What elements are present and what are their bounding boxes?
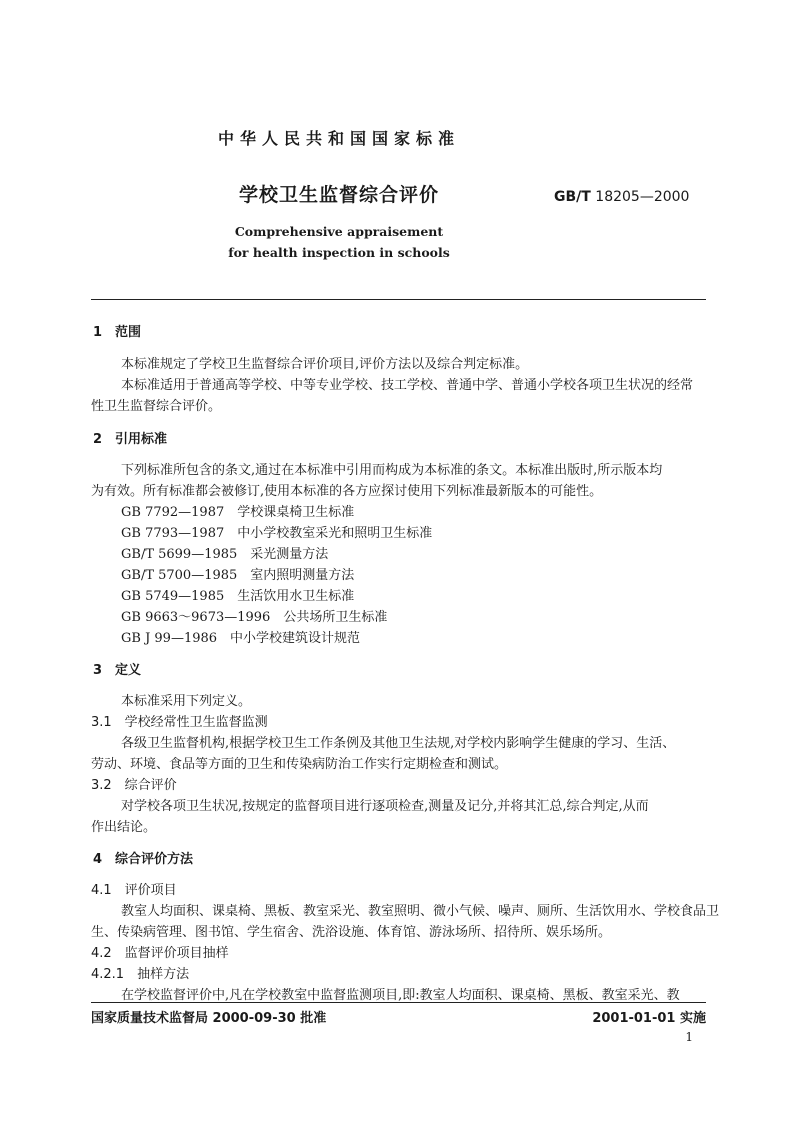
s3-intro: 本标准采用下列定义。 [121, 694, 252, 709]
header-divider [91, 299, 706, 300]
s2-line1: 下列标准所包含的条文,通过在本标准中引用而构成为本标准的条文。本标准出版时,所示版本均 [121, 463, 663, 478]
p41-line2: 生、传染病管理、图书馆、学生宿舍、洗浴设施、体育馆、游泳场所、招待所、娱乐场所。 [91, 925, 612, 940]
section-3-heading: 3 定义 [93, 663, 142, 678]
reference-item: GB 7793—1987 中小学校教室采光和照明卫生标准 [121, 526, 433, 541]
code-number: 18205—2000 [595, 189, 690, 205]
footer-divider [91, 1002, 706, 1003]
section-1-heading: 1 范围 [93, 325, 142, 340]
english-title-line2: for health inspection in schools [228, 245, 450, 260]
reference-item: GB J 99—1986 中小学校建筑设计规范 [121, 631, 361, 646]
s1-line3: 性卫生监督综合评价。 [91, 399, 222, 414]
approval-note: 国家质量技术监督局 2000-09-30 批准 [91, 1011, 327, 1026]
code-prefix: GB/T [554, 189, 591, 205]
d2-line2: 作出结论。 [91, 820, 157, 835]
s1-line1: 本标准规定了学校卫生监督综合评价项目,评价方法以及综合判定标准。 [121, 357, 529, 372]
p421-line1: 在学校监督评价中,凡在学校教室中监督监测项目,即:教室人均面积、课桌椅、黑板、教室采光、教 [121, 988, 680, 1003]
subsection-4-1-heading: 4.1 评价项目 [91, 883, 177, 898]
d1-line2: 劳动、环境、食品等方面的卫生和传染病防治工作实行定期检查和测试。 [91, 757, 508, 772]
subsection-4-2-1-heading: 4.2.1 抽样方法 [91, 967, 190, 982]
s1-line2: 本标准适用于普通高等学校、中等专业学校、技工学校、普通中学、普通小学校各项卫生状况的经常 [121, 378, 694, 393]
reference-item: GB 9663～9673—1996 公共场所卫生标准 [121, 610, 388, 625]
definition-3-2-heading: 3.2 综合评价 [91, 778, 177, 793]
definition-3-1-heading: 3.1 学校经常性卫生监督监测 [91, 715, 268, 730]
subsection-4-2-heading: 4.2 监督评价项目抽样 [91, 946, 229, 961]
section-2-heading: 2 引用标准 [93, 432, 168, 447]
standard-org-header: 中华人民共和国国家标准 [217, 129, 460, 148]
d2-line1: 对学校各项卫生状况,按规定的监督项目进行逐项检查,测量及记分,并将其汇总,综合判定,从而 [121, 799, 649, 814]
reference-item: GB 7792—1987 学校课桌椅卫生标准 [121, 505, 355, 520]
p41-line1: 教室人均面积、课桌椅、黑板、教室采光、教室照明、微小气候、噪声、厕所、生活饮用水、学校食品卫 [121, 904, 720, 919]
effective-date: 2001-01-01 实施 [592, 1011, 706, 1026]
page-number: 1 [685, 1030, 693, 1044]
english-title-line1: Comprehensive appraisement [234, 224, 444, 239]
section-4-heading: 4 综合评价方法 [93, 852, 194, 867]
document-title: 学校卫生监督综合评价 [238, 184, 439, 206]
reference-item: GB/T 5699—1985 采光测量方法 [121, 547, 329, 562]
reference-item: GB/T 5700—1985 室内照明测量方法 [121, 568, 355, 583]
s2-line2: 为有效。所有标准都会被修订,使用本标准的各方应探讨使用下列标准最新版本的可能性。 [91, 484, 603, 499]
d1-line1: 各级卫生监督机构,根据学校卫生工作条例及其他卫生法规,对学校内影响学生健康的学习、生活、 [121, 736, 676, 751]
reference-item: GB 5749—1985 生活饮用水卫生标准 [121, 589, 355, 604]
standard-code [554, 189, 689, 205]
